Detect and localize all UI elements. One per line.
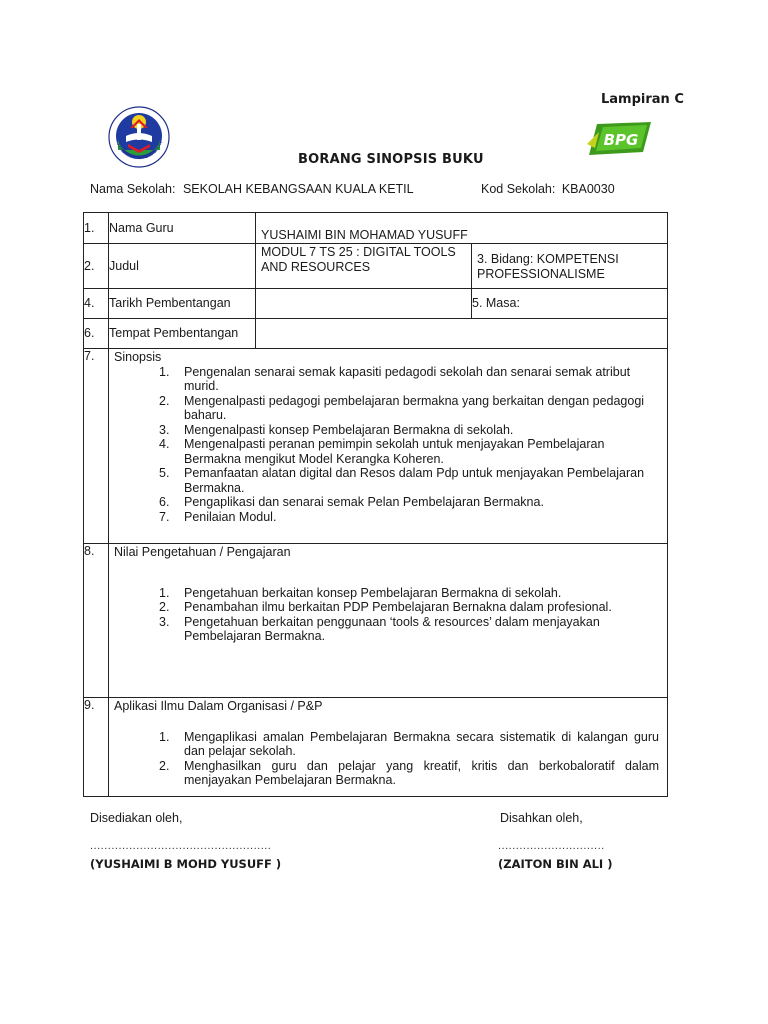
list-item: Menghasilkan guru dan pelajar yang kreatif, kritis dan berkobaloratif dalam menjayakan Pembelajaran Bermakna. [184, 758, 660, 787]
row-title [84, 244, 668, 289]
approved-by-name: (ZAITON BIN ALI ) [498, 857, 613, 871]
approved-by-signature-line: .............................. [498, 840, 605, 852]
row-teacher-name [84, 213, 668, 244]
approved-by-label: Disahkan oleh, [500, 811, 583, 825]
school-code-line [481, 182, 615, 196]
application-cell [109, 698, 668, 797]
duration-label: 5. Masa: [472, 289, 668, 319]
list-item: Mengenalpasti konsep Pembelajaran Bermakna di sekolah. [184, 422, 514, 437]
teacher-name-label: Nama Guru [109, 213, 256, 244]
school-name-value: SEKOLAH KEBANGSAAN KUALA KETIL [182, 182, 414, 196]
teacher-name-value: YUSHAIMI BIN MOHAMAD YUSUFF [256, 213, 668, 244]
list-item: Mengaplikasi amalan Pembelajaran Bermakna secara sistematik di kalangan guru dan pelajar sekolah. [184, 729, 660, 758]
synopsis-title: Sinopsis [114, 350, 162, 364]
school-code-value: KBA0030 [561, 182, 615, 196]
school-name-label: Nama Sekolah: [90, 182, 176, 196]
list-item: Pemanfaatan alatan digital dan Resos dalam Pdp untuk menjayakan Pembelajaran Bermakna. [184, 466, 645, 495]
list-item: Penilaian Modul. [184, 509, 277, 524]
list-item: Pengenalan senarai semak kapasiti pedagodi sekolah dan senarai semak atribut murid. [184, 364, 631, 393]
list-item: Pengetahuan berkaitan penggunaan ‘tools & resources’ dalam menjayakan Pembelajaran Bermakna. [184, 614, 600, 643]
synopsis-list [109, 365, 667, 525]
row-number: 6. [84, 319, 109, 349]
row-knowledge-value [84, 544, 668, 698]
svg-text:KEMENTERIAN PENDIDIKAN MALAYSI: KEMENTERIAN PENDIDIKAN [114, 140, 165, 162]
ministry-logo [108, 106, 170, 168]
presentation-date-value [256, 289, 472, 319]
school-name-line [90, 182, 414, 196]
bpg-logo [585, 120, 653, 158]
presentation-place-value [256, 319, 668, 349]
list-item: Pengetahuan berkaitan konsep Pembelajaran Bermakna di sekolah. [184, 585, 562, 600]
school-code-label: Kod Sekolah: [481, 182, 556, 196]
knowledge-value-list [109, 586, 667, 644]
knowledge-value-cell [109, 544, 668, 698]
synopsis-cell [109, 349, 668, 544]
row-synopsis [84, 349, 668, 544]
presentation-date-label: Tarikh Pembentangan [109, 289, 256, 319]
row-number: 4. [84, 289, 109, 319]
row-number: 9. [84, 698, 109, 797]
list-item: Mengenalpasti pedagogi pembelajaran bermakna yang berkaitan dengan pedagogi baharu. [184, 393, 645, 422]
application-list [109, 730, 667, 788]
prepared-by-signature-line: ................................................... [90, 840, 272, 852]
svg-text:BPG: BPG [603, 131, 639, 149]
form-title: BORANG SINOPSIS BUKU [298, 152, 484, 167]
appendix-label: Lampiran C [601, 92, 684, 107]
knowledge-value-title: Nilai Pengetahuan / Pengajaran [114, 545, 291, 559]
title-label: Judul [109, 244, 256, 289]
row-number: 1. [84, 213, 109, 244]
row-number: 8. [84, 544, 109, 698]
presentation-place-label: Tempat Pembentangan [109, 319, 256, 349]
list-item: Pengaplikasi dan senarai semak Pelan Pembelajaran Bermakna. [184, 495, 544, 509]
application-title: Aplikasi Ilmu Dalam Organisasi / P&P [114, 699, 323, 713]
field-value: 3. Bidang: KOMPETENSI PROFESSIONALISME [472, 244, 668, 289]
list-item: Mengenalpasti peranan pemimpin sekolah untuk menjayakan Pembelajaran Bermakna mengikut Model Kerangka Koheren. [184, 437, 605, 466]
row-presentation-place [84, 319, 668, 349]
synopsis-form-table [83, 212, 668, 797]
row-presentation-date [84, 289, 668, 319]
row-application [84, 698, 668, 797]
list-item: Penambahan ilmu berkaitan PDP Pembelajaran Bernakna dalam profesional. [184, 600, 612, 614]
row-number: 2. [84, 244, 109, 289]
prepared-by-name: (YUSHAIMI B MOHD YUSUFF ) [90, 857, 282, 871]
title-value: MODUL 7 TS 25 : DIGITAL TOOLS AND RESOURCES [256, 244, 472, 289]
row-number: 7. [84, 349, 109, 544]
prepared-by-label: Disediakan oleh, [90, 811, 183, 825]
